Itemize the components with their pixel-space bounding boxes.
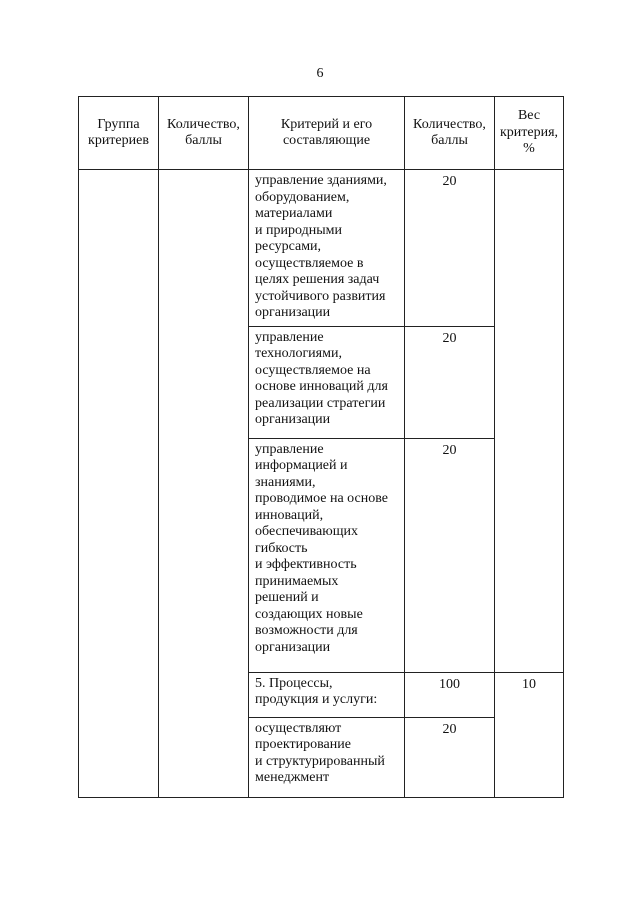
criterion-points-cell: 100 [405, 672, 495, 717]
group-cell [79, 170, 159, 798]
header-weight: Вес критерия, % [495, 97, 564, 170]
criterion-cell: управление информацией и знаниями, проводимое на основе инноваций, обеспечивающих гибкость и эффективность принимаемых решений и создающих новые возможности для организации [249, 438, 405, 672]
criterion-points-cell: 20 [405, 438, 495, 672]
criterion-cell: 5. Процессы, продукция и услуги: [249, 672, 405, 717]
header-criterion-points: Количество, баллы [405, 97, 495, 170]
criterion-cell: управление технологиями, осуществляемое на основе инноваций для реализации стратегии организации [249, 326, 405, 438]
table-row [79, 170, 564, 327]
header-group: Группа критериев [79, 97, 159, 170]
page-number: 6 [316, 66, 324, 81]
weight-cell-empty [495, 170, 564, 673]
criterion-points-cell: 20 [405, 326, 495, 438]
criterion-cell: управление зданиями, оборудованием, материалами и природными ресурсами, осуществляемое в целях решения задач устойчивого развития организации [249, 170, 405, 327]
criteria-table [78, 96, 564, 798]
header-criterion: Критерий и его составляющие [249, 97, 405, 170]
group-points-cell [159, 170, 249, 798]
header-group-points: Количество, баллы [159, 97, 249, 170]
criterion-points-cell: 20 [405, 717, 495, 797]
table-header-row [79, 97, 564, 170]
criterion-cell: осуществляют проектирование и структурированный менеджмент [249, 717, 405, 797]
criterion-points-cell: 20 [405, 170, 495, 327]
weight-cell: 10 [495, 672, 564, 797]
